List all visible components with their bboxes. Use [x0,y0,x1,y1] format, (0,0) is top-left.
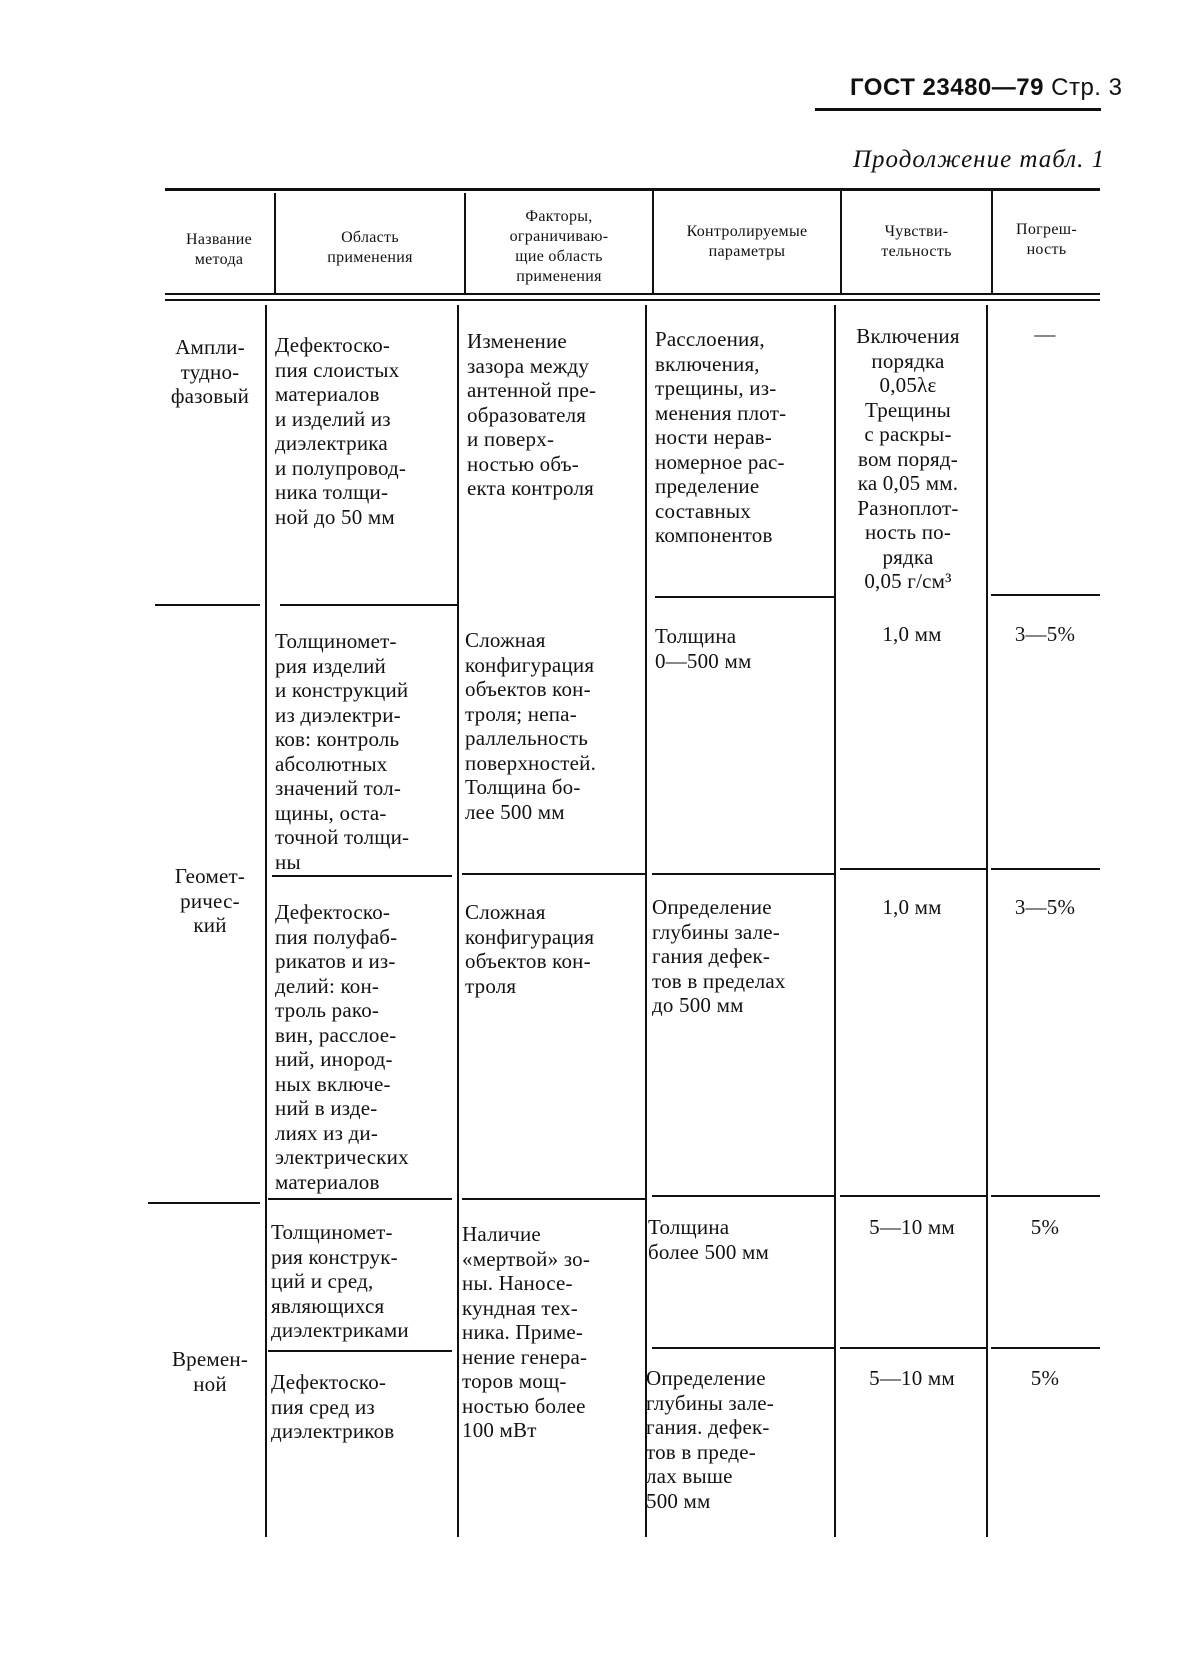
row-separator [655,596,834,598]
header-factors: Факторы, ограничиваю- щие область применения [509,208,609,285]
row-separator [840,1347,986,1349]
header-params: Контролируемые параметры [686,223,808,260]
body-col-divider [986,305,988,1537]
row3-sensitivity: 1,0 мм [882,895,942,919]
row1-error: — [1034,322,1056,346]
row5-area: Дефектоско- пия сред из диэлектриков [271,1370,395,1443]
body-col-divider [834,305,836,1537]
row-separator [991,868,1100,870]
header-method: Название метода [185,231,253,268]
row-separator [268,1198,452,1200]
row-separator [462,873,645,875]
row-separator [652,1195,834,1197]
row-separator [462,1198,645,1200]
body-col-divider [457,305,459,1537]
row-separator [272,875,452,877]
row3-area: Дефектоско- пия полуфаб- рикатов и из- делий: кон- троль рако- вин, расслое- ний, инород- ных включе- ний в изде- лиях из ди- электрических материалов [275,900,409,1194]
row4-area: Толщиномет- рия конструк- ций и сред, являющихся диэлектриками [271,1220,409,1342]
row-separator [991,1195,1100,1197]
row-separator [280,604,457,606]
method-temporal: Времен- ной [171,1347,249,1396]
table-continuation-label: Продолжение табл. 1 [853,146,1106,173]
row-separator [155,604,260,606]
row1-params: Расслоения, включения, трещины, из- менения плот- ности нерав- номерное рас- пределение составных компонентов [655,327,787,547]
row-separator [652,873,834,875]
method-amplitude-phase: Ампли- тудно- фазовый [170,335,250,408]
row3-error: 3—5% [1014,895,1076,919]
row5-params: Определение глубины зале- гания. дефек- тов в преде- лах выше 500 мм [646,1366,774,1513]
row1-factors: Изменение зазора между антенной пре- образователя и поверх- ностью объ- екта контроля [467,329,597,500]
row-separator [840,1195,986,1197]
row5-sensitivity: 5—10 мм [869,1366,955,1390]
row-separator [652,1347,834,1349]
row4-params: Толщина более 500 мм [648,1215,770,1264]
header-bottom-rule-2 [165,299,1100,301]
row3-factors: Сложная конфигурация объектов кон- троля [465,900,595,998]
body-col-divider [265,305,267,1537]
row2-error: 3—5% [1014,622,1076,646]
header-area: Область применения [327,229,413,266]
row-separator [991,1347,1100,1349]
header-bottom-rule-1 [165,293,1100,295]
row4-factors: Наличие «мертвой» зо- ны. Наносе- кундная тех- ника. Приме- нение генера- торов мощ- ностью более 100 мВт [462,1222,591,1442]
row1-sensitivity: Включения порядка 0,05λε Трещины с раскры- вом поряд- ка 0,05 мм. Разноплот- ность по- рядка 0,05 г/см³ [856,324,960,593]
header-error: Погреш- ность [1016,221,1077,258]
row-separator [148,1202,260,1204]
row4-sensitivity: 5—10 мм [869,1215,955,1239]
method-geometric: Геомет- ричес- кий [174,864,246,937]
table-top-rule [165,188,1100,191]
row-separator [268,1350,452,1352]
row2-factors: Сложная конфигурация объектов кон- троля; непа- раллельность поверхностей. Толщина бо- лее 500 мм [465,628,597,824]
row-separator [840,868,986,870]
row4-error: 5% [1030,1215,1060,1239]
row5-error: 5% [1030,1366,1060,1390]
header-rule [815,108,1101,111]
document-code: ГОСТ 23480—79 Стр. 3 [850,74,1123,101]
header-sensitivity: Чувстви- тельность [881,223,952,260]
body-col-divider [645,305,647,1537]
row-separator [991,594,1100,596]
page-number: Стр. 3 [1051,74,1123,101]
row3-params: Определение глубины зале- гания дефек- тов в пределах до 500 мм [652,895,786,1017]
row2-sensitivity: 1,0 мм [882,622,942,646]
row2-area: Толщиномет- рия изделий и конструкций из диэлектри- ков: контроль абсолютных значений тол- щины, оста- точной толщи- ны [275,629,410,874]
row1-area: Дефектоско- пия слоистых материалов и изделий из диэлектрика и полупровод- ника толщи- ной до 50 мм [275,333,407,529]
row2-params: Толщина 0—500 мм [655,624,752,673]
